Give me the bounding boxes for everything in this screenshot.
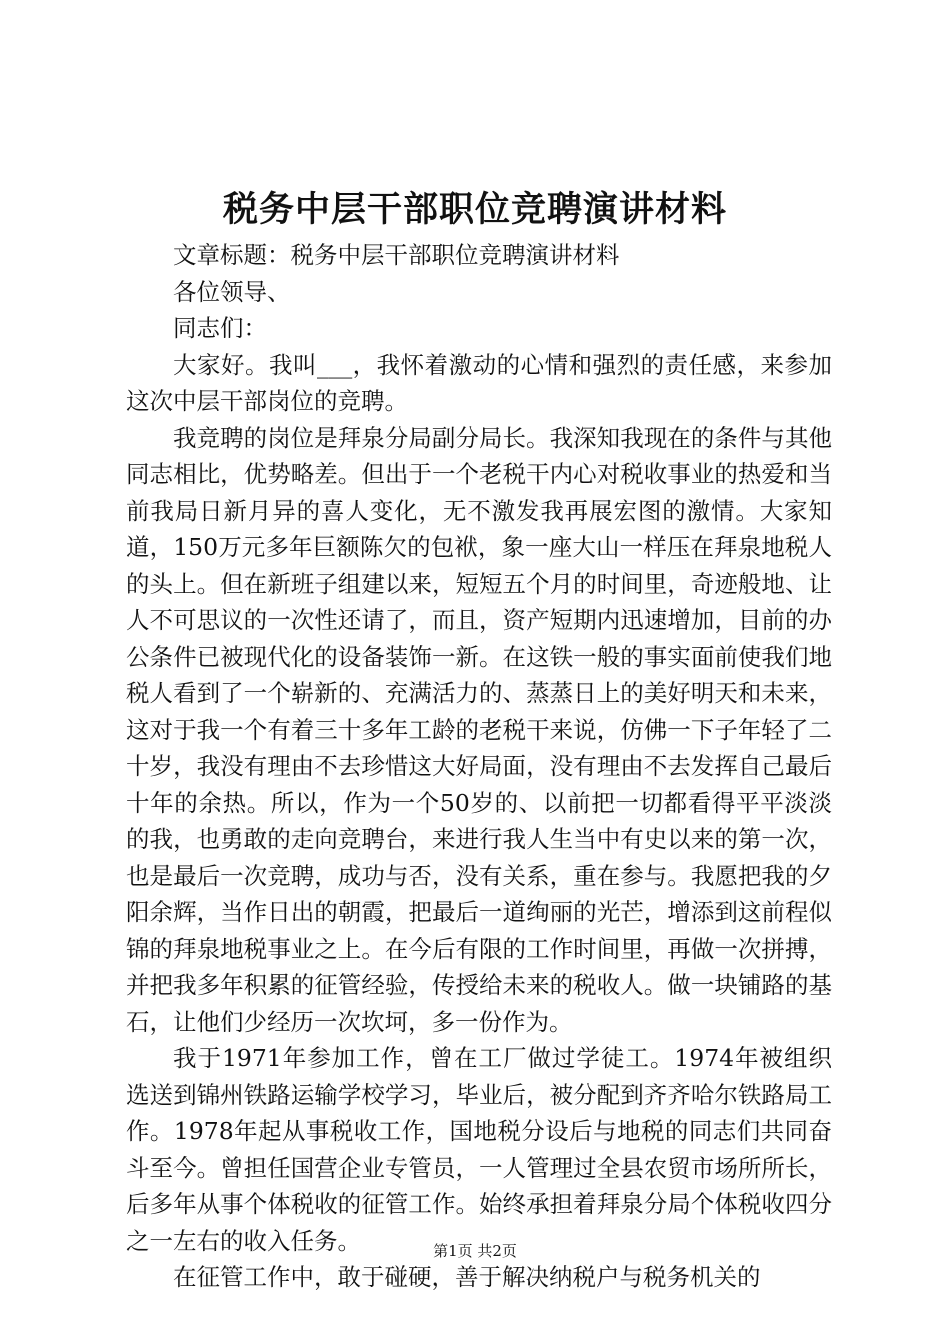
paragraph-article-title: 文章标题：税务中层干部职位竞聘演讲材料 [173, 241, 620, 269]
page-footer: 第1页 共2页 [433, 1242, 517, 1260]
paragraph-position: 我竞聘的岗位是拜泉分局副分局长。我深知我现在的条件与其他同志相比，优势略差。但出于一个老税干内心对税收事业的热爱和当前我局日新月异的喜人变化，无不激发我再展宏图的激情。大家知道，150万元多年巨额陈欠的包袱，象一座大山一样压在拜泉地税人的头上。但在新班子组建以来，短短五个月的时间里，奇迹般地、让人不可思议的一次性还请了，而且，资产短期内迅速增加，目前的办公条件已被现代化的设备装饰一新。在这铁一般的事实面前使我们地税人看到了一个崭新的、充满活力的、蒸蒸日上的美好明天和未来，这对于我一个有着三十多年工龄的老税干来说，仿佛一下子年轻了二十岁，我没有理由不去珍惜这大好局面，没有理由不去发挥自己最后十年的余热。所以，作为一个50岁的、以前把一切都看得平平淡淡的我，也勇敢的走向竞聘台，来进行我人生当中有史以来的第一次，也是最后一次竞聘，成功与否，没有关系，重在参与。我愿把我的夕阳余辉，当作日出的朝霞，把最后一道绚丽的光芒，增添到这前程似锦的拜泉地税事业之上。在今后有限的工作时间里，再做一次拼搏，并把我多年积累的征管经验，传授给未来的税收人。做一块铺路的基石，让他们少经历一次坎坷，多一份作为。 [126, 423, 832, 1036]
document-title: 税务中层干部职位竞聘演讲材料 [222, 189, 727, 230]
paragraph-greeting: 大家好。我叫___，我怀着激动的心情和强烈的责任感，来参加这次中层干部岗位的竞聘。 [126, 350, 832, 415]
paragraph-career: 我于1971年参加工作，曾在工厂做过学徒工。1974年被组织选送到锦州铁路运输学校学习，毕业后，被分配到齐齐哈尔铁路局工作。1978年起从事税收工作，国地税分设后与地税的同志们共同奋斗至今。曾担任国营企业专管员，一人管理过全县农贸市场所所长，后多年从事个体税收的征管工作。始终承担着拜泉分局个体税收四分之一左右的收入任务。 [126, 1044, 832, 1255]
document-body [126, 237, 832, 1296]
paragraph-salutation-leaders: 各位领导、 [173, 277, 291, 306]
paragraph-management: 在征管工作中，敢于碰硬，善于解决纳税户与税务机关的 [173, 1263, 761, 1291]
paragraph-salutation-comrades: 同志们： [173, 314, 267, 342]
